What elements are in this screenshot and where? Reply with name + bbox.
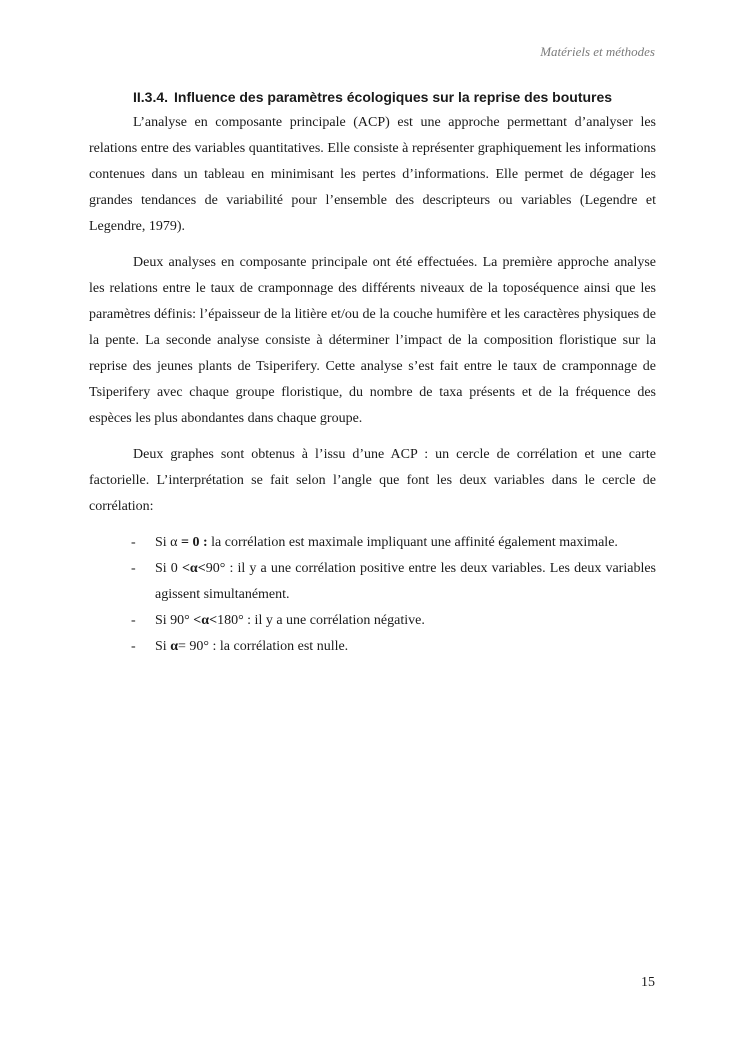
- list-item-text: 180° : il y a une corrélation négative.: [217, 613, 425, 628]
- page-number: 15: [641, 975, 655, 990]
- list-item-bold: α: [170, 639, 179, 654]
- list-item-lead: Si α: [155, 535, 182, 550]
- section-number: II.3.4.: [133, 89, 169, 105]
- list-dash: -: [131, 639, 136, 654]
- paragraph-analyses: Deux analyses en composante principale ont été effectuées. La première approche analyse les relations entre le taux de cramponnage des différents niveaux de la toposéquence ainsi que les paramètres définis: l’épaisseur de la litière et/ou de la couche humifère et les caractères physiques de la pente. La seconde analyse consiste à déterminer l’impact de la composition floristique sur la reprise des jeunes plants de Tsiperifery. Cette analyse s’est fait entre le taux de cramponnage de Tsiperifery avec chaque groupe floristique, du nombre de taxa présents et de la fréquence des espèces les plus abondantes dans chaque groupe.: [89, 255, 656, 426]
- paragraph-acp-definition: L’analyse en composante principale (ACP) est une approche permettant d’analyser les relations entre des variables quantitatives. Elle consiste à représenter graphiquement les informations contenues dans un tableau en minimisant les pertes d’informations. Elle permet de dégager les grandes tendances de variabilité pour l’ensemble des descripteurs ou variables (Legendre et Legendre, 1979).: [89, 115, 656, 234]
- list-item: [131, 556, 656, 608]
- list-item: [131, 608, 656, 634]
- list-item-text: 90° : il y a une corrélation positive entre les deux variables. Les deux variables agissent simultanément.: [155, 561, 656, 602]
- list-item-lead: Si 0: [155, 561, 182, 576]
- list-item-lead: Si 90°: [155, 613, 194, 628]
- correlation-conditions-list: [89, 530, 656, 660]
- list-item-lead: Si: [155, 639, 171, 654]
- list-dash: -: [131, 613, 136, 628]
- list-item: [131, 634, 656, 660]
- list-dash: -: [131, 561, 136, 576]
- paragraph-graphs: Deux graphes sont obtenus à l’issu d’une ACP : un cercle de corrélation et une carte factorielle. L’interprétation se fait selon l’angle que font les deux variables dans le cercle de corrélation:: [89, 447, 656, 514]
- list-item-bold: <α<: [193, 613, 218, 628]
- list-item-text: = 90° : la corrélation est nulle.: [178, 639, 349, 654]
- section-heading: [89, 86, 656, 108]
- page-body: [89, 86, 656, 660]
- list-dash: -: [131, 535, 136, 550]
- list-item: [131, 530, 656, 556]
- list-item-bold: = 0 :: [181, 535, 208, 550]
- list-item-text: la corrélation est maximale impliquant une affinité également maximale.: [207, 535, 618, 550]
- list-item-bold: <α<: [181, 561, 206, 576]
- section-title: Influence des paramètres écologiques sur la reprise des boutures: [174, 89, 613, 105]
- running-header: Matériels et méthodes: [540, 44, 655, 59]
